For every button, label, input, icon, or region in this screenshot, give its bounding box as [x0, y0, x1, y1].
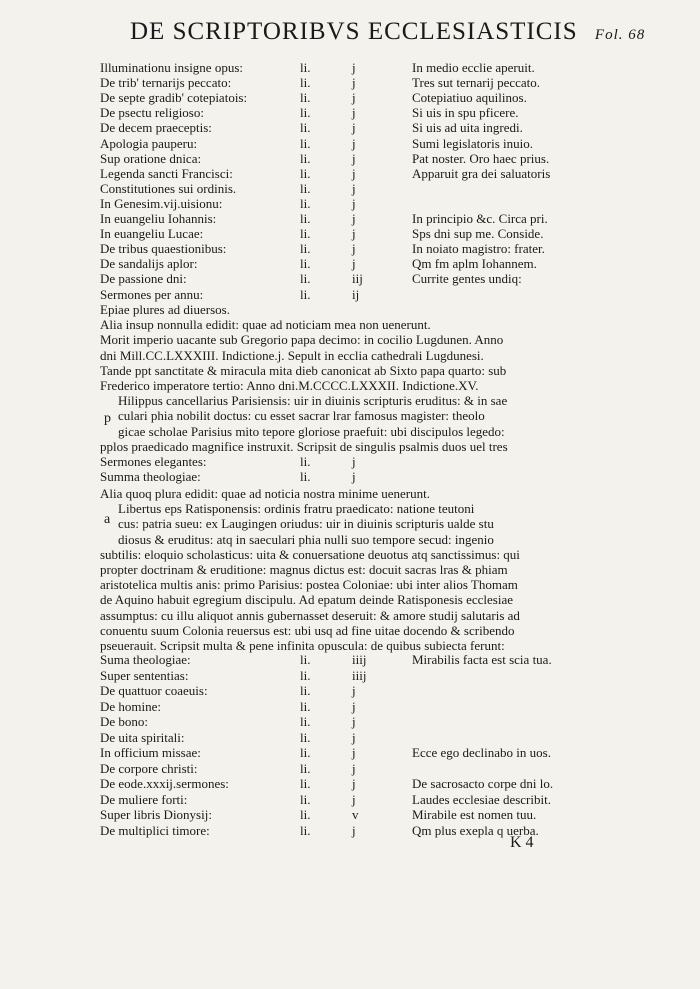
work-lib: li.: [300, 195, 311, 211]
work-incipit: Mirabile est nomen tuu.: [412, 807, 537, 822]
work-lib: li.: [300, 698, 311, 714]
work-title: De bono:: [100, 714, 149, 729]
work-title: Sup oratione dnica:: [100, 150, 202, 166]
work-count: j: [352, 195, 356, 211]
work-lib: li.: [300, 105, 311, 121]
work-title: De sandalijs aplor:: [100, 256, 198, 272]
work-incipit: Si uis in spu pficere.: [412, 105, 519, 121]
work-incipit: Qm fm aplm Iohannem.: [412, 256, 537, 272]
prose-line: Epiae plures ad diuersos.: [100, 302, 230, 317]
work-lib: li.: [300, 469, 311, 485]
work-count: j: [352, 791, 356, 807]
work-count: v: [352, 807, 359, 822]
prose-line: aristotelica multis anis: primo Parisius: postea Coloniae: ubi inter alios Thomam: [100, 577, 518, 593]
work-incipit: Ecce ego declinabo in uos.: [412, 745, 551, 760]
work-count: ij: [352, 286, 360, 302]
work-lib: li.: [300, 454, 311, 469]
work-incipit: Laudes ecclesiae describit.: [412, 791, 551, 807]
work-count: iiij: [352, 652, 367, 667]
prose-line: cus: patria sueu: ex Laugingen oriudus: uir in diuinis scripturis ualde stu: [118, 516, 494, 532]
prose-line: conuentu suum Colonia reuersus est: ubi usq ad fine uitae docendo & scribendo: [100, 622, 515, 638]
work-title: Apologia pauperu:: [100, 135, 198, 151]
work-lib: li.: [300, 286, 311, 302]
work-lib: li.: [300, 729, 311, 745]
work-incipit: Currite gentes undiq:: [412, 271, 522, 287]
prose-line: gicae scholae Parisius mito tepore gloriose praefuit: ubi discipulos legedo:: [118, 423, 505, 439]
work-lib: li.: [300, 791, 311, 807]
work-count: j: [352, 745, 356, 760]
work-incipit: De sacrosacto corpe dni lo.: [412, 776, 554, 791]
work-title: In Genesim.vij.uisionu:: [100, 195, 223, 211]
work-lib: li.: [300, 271, 311, 287]
work-count: j: [352, 135, 356, 151]
work-count: j: [352, 256, 356, 272]
work-title: De homine:: [100, 698, 162, 714]
work-count: j: [352, 226, 356, 242]
work-title: Super libris Dionysij:: [100, 807, 212, 822]
prose-line: Alia quoq plura edidit: quae ad noticia nostra minime uenerunt.: [100, 486, 430, 501]
work-lib: li.: [300, 807, 311, 822]
work-lib: li.: [300, 745, 311, 760]
work-title: Sermones elegantes:: [100, 454, 207, 469]
work-incipit: Sps dni sup me. Conside.: [412, 226, 544, 242]
work-count: j: [352, 822, 356, 838]
work-title: Constitutiones sui ordinis.: [100, 180, 237, 196]
prose-line: Frederico imperatore tertio: Anno dni.M.CCCC.LXXXII. Indictione.XV.: [100, 378, 479, 393]
initial-letter-p: p: [104, 411, 111, 426]
work-lib: li.: [300, 714, 311, 729]
prose-line: Morit imperio uacante sub Gregorio papa decimo: in cocilio Lugdunen. Anno: [100, 332, 504, 348]
signature-mark: K 4: [510, 834, 534, 851]
prose-line: dni Mill.CC.LXXXIII. Indictione.j. Sepult in ecclia cathedrali Lugdunesi.: [100, 347, 484, 363]
work-lib: li.: [300, 150, 311, 166]
work-lib: li.: [300, 60, 311, 75]
work-title: De trib' ternarijs peccato:: [100, 75, 232, 91]
prose-line: Hilippus cancellarius Parisiensis: uir in diuinis scripturis eruditus: & in sae: [118, 393, 508, 409]
work-title: Illuminationu insigne opus:: [100, 60, 243, 75]
work-incipit: Mirabilis facta est scia tua.: [412, 652, 552, 667]
work-title: De eode.xxxij.sermones:: [100, 776, 229, 791]
work-count: j: [352, 180, 356, 196]
work-title: De decem praeceptis:: [100, 120, 212, 136]
work-title: In euangeliu Lucae:: [100, 226, 204, 242]
work-count: j: [352, 90, 356, 106]
prose-line: pseuerauit. Scripsit multa & pene infinita opuscula: de quibus subiecta ferunt:: [100, 638, 505, 653]
work-lib: li.: [300, 75, 311, 91]
work-title: Suma theologiae:: [100, 652, 191, 667]
work-incipit: In noiato magistro: frater.: [412, 241, 545, 257]
work-title: Sermones per annu:: [100, 286, 204, 302]
prose-line: Alia insup nonnulla edidit: quae ad noticiam mea non uenerunt.: [100, 317, 431, 333]
work-title: Summa theologiae:: [100, 469, 201, 485]
work-incipit: Sumi legislatoris inuio.: [412, 135, 533, 151]
work-title: De septe gradib' cotepiatois:: [100, 90, 248, 106]
prose-line: de Aquino habuit egregium discipulu. Ad epatum deinde Ratisponesis ecclesiae: [100, 592, 514, 608]
work-count: j: [352, 165, 356, 181]
work-lib: li.: [300, 226, 311, 242]
work-title: De tribus quaestionibus:: [100, 241, 227, 257]
work-lib: li.: [300, 683, 311, 698]
work-lib: li.: [300, 652, 311, 667]
work-title: In euangeliu Iohannis:: [100, 211, 217, 226]
prose-line: diosus & eruditus: atq in saeculari phia nulli suo tempore secud: ingenio: [118, 531, 494, 547]
work-incipit: Apparuit gra dei saluatoris: [412, 165, 551, 181]
work-count: j: [352, 150, 356, 166]
work-lib: li.: [300, 760, 311, 776]
work-title: De muliere forti:: [100, 791, 188, 807]
work-title: In officium missae:: [100, 745, 201, 760]
work-count: j: [352, 241, 356, 257]
running-title: DE SCRIPTORIBVS ECCLESIASTICIS: [130, 18, 578, 45]
work-title: De multiplici timore:: [100, 822, 210, 838]
work-incipit: In principio &c. Circa pri.: [412, 211, 548, 226]
work-lib: li.: [300, 120, 311, 136]
work-incipit: Qm plus exepla q uerba.: [412, 822, 539, 838]
work-lib: li.: [300, 180, 311, 196]
work-count: j: [352, 729, 356, 745]
prose-line: pplos praedicado magnifice instruxit. Scripsit de singulis psalmis duos uel tres: [100, 438, 508, 454]
work-count: j: [352, 120, 356, 136]
work-count: j: [352, 776, 356, 791]
work-lib: li.: [300, 667, 311, 683]
work-lib: li.: [300, 135, 311, 151]
work-title: De passione dni:: [100, 271, 187, 287]
work-lib: li.: [300, 165, 311, 181]
work-lib: li.: [300, 256, 311, 272]
work-count: j: [352, 75, 356, 91]
work-incipit: In medio ecclie aperuit.: [412, 60, 535, 75]
work-incipit: Pat noster. Oro haec prius.: [412, 150, 550, 166]
work-incipit: Si uis ad uita ingredi.: [412, 120, 523, 136]
work-lib: li.: [300, 241, 311, 257]
initial-letter-a: a: [104, 512, 111, 527]
work-count: j: [352, 714, 356, 729]
work-title: De psectu religioso:: [100, 105, 204, 121]
work-count: j: [352, 454, 356, 469]
work-title: Legenda sancti Francisci:: [100, 165, 233, 181]
prose-line: Tande ppt sanctitate & miracula mita dieb canonicat ab Sixto papa quarto: sub: [100, 362, 507, 378]
work-title: De corpore christi:: [100, 760, 198, 776]
work-count: j: [352, 698, 356, 714]
work-count: j: [352, 211, 356, 226]
prose-line: culari phia nobilit doctus: cu esset sacrar lrar famosus magister: theolo: [118, 408, 485, 424]
work-incipit: Cotepiatiuo aquilinos.: [412, 90, 527, 106]
prose-line: Libertus eps Ratisponensis: ordinis fratru praedicato: natione teutoni: [118, 501, 475, 517]
work-count: j: [352, 683, 356, 698]
work-title: De quattuor coaeuis:: [100, 683, 208, 698]
work-count: iiij: [352, 667, 367, 683]
work-lib: li.: [300, 776, 311, 791]
work-title: De uita spiritali:: [100, 729, 185, 745]
work-count: j: [352, 60, 356, 75]
work-lib: li.: [300, 90, 311, 106]
work-incipit: Tres sut ternarij peccato.: [412, 75, 541, 91]
running-header: [130, 18, 670, 46]
work-count: j: [352, 469, 356, 485]
work-title: Super sententias:: [100, 667, 189, 683]
work-count: j: [352, 760, 356, 776]
prose-line: propter doctrinam & eruditione: magnus dictus est: docuit sacras lras & phiam: [100, 562, 508, 577]
work-lib: li.: [300, 211, 311, 226]
prose-line: assumptus: cu illu aliquot annis gubernasset deseruit: & amore studij salutaris ad: [100, 607, 520, 623]
folio-number: Fol. 68: [594, 27, 646, 43]
work-count: iij: [352, 271, 363, 287]
prose-line: subtilis: eloquio scholasticus: uita & conuersatione deuotus atq sanctissimus: qui: [100, 546, 520, 562]
work-lib: li.: [300, 822, 311, 838]
work-count: j: [352, 105, 356, 121]
